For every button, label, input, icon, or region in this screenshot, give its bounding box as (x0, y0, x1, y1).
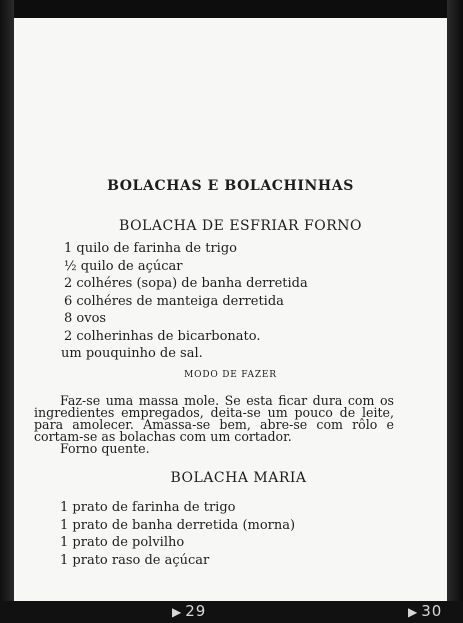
method-paragraph (34, 395, 394, 455)
frame-number-label: 30 (421, 602, 443, 620)
ingredient-item: 2 colhéres (sopa) de banha derretida (64, 276, 308, 291)
frame-arrow-icon: ▶ (408, 605, 419, 619)
frame-arrow-icon: ▶ (172, 605, 183, 619)
film-strip-right (447, 0, 463, 623)
ingredient-item: 1 prato de banha derretida (morna) (60, 517, 296, 533)
frame-number-left (172, 602, 206, 620)
ingredient-item: 1 prato de polvilho (60, 535, 185, 550)
recipe-heading-2: BOLACHA MARIA (170, 470, 307, 486)
film-strip-top (0, 0, 463, 18)
frame-number-right (408, 602, 442, 620)
ingredient-item: 6 colhéres de manteiga derretida (64, 293, 284, 309)
ingredient-item: ½ quilo de açúcar (64, 258, 183, 274)
ingredient-item: 8 ovos (64, 311, 107, 326)
recipe-heading-1: BOLACHA DE ESFRIAR FORNO (119, 218, 362, 234)
frame-number-label: 29 (185, 602, 207, 620)
ingredient-item: 1 prato de farinha de trigo (60, 500, 236, 515)
film-strip-bottom (0, 601, 463, 623)
ingredient-list-2 (60, 499, 295, 569)
ingredient-item: 1 prato raso de açúcar (60, 552, 210, 568)
ingredient-item: um pouquinho de sal. (61, 346, 203, 361)
page-title: BOLACHAS E BOLACHINHAS (107, 178, 354, 194)
scanned-page (14, 18, 447, 601)
page-content (14, 18, 447, 601)
film-strip-left (0, 0, 14, 623)
method-text: Faz-se uma massa mole. Se esta ficar dura com os ingredientes empregados, deita-se um pouco de leite, para amolecer. Amassa-se bem, abre-se com rôlo e cortam-se as bolachas com um cortador. (34, 393, 394, 444)
ingredient-item: 2 colherinhas de bicarbonato. (64, 328, 261, 344)
ingredient-list-1 (61, 240, 308, 363)
method-end: Forno quente. (60, 441, 150, 456)
method-heading: MODO DE FAZER (184, 370, 277, 380)
ingredient-item: 1 quilo de farinha de trigo (64, 241, 237, 256)
